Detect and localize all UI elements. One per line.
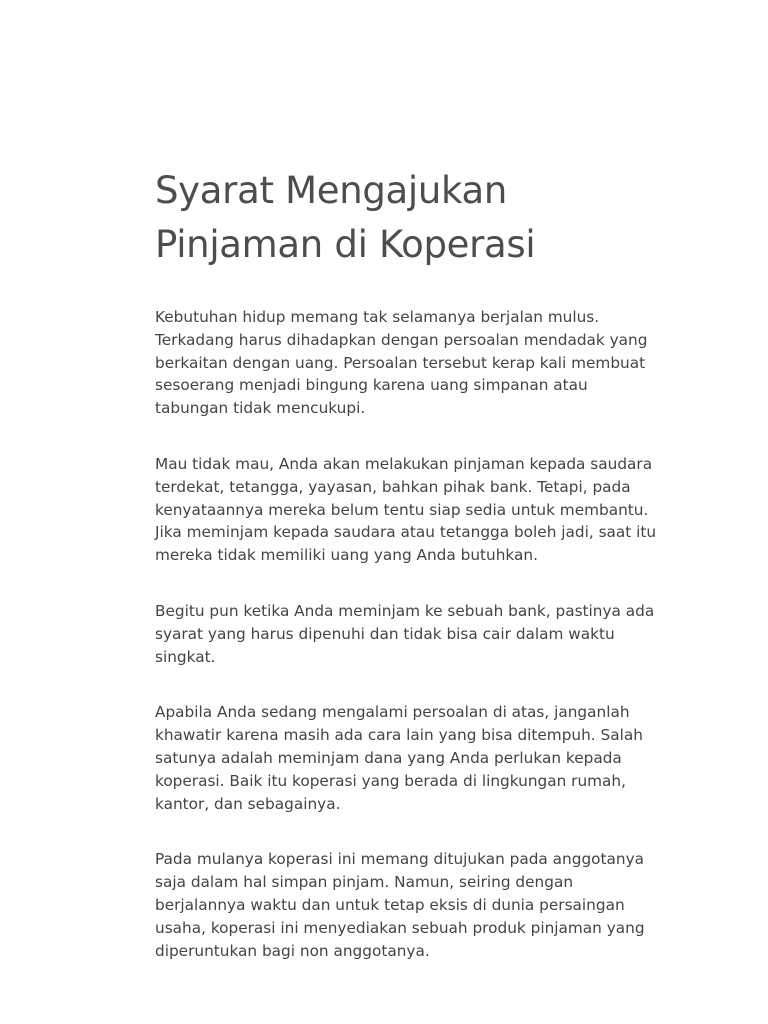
paragraph-line: diperuntukan bagi non anggotanya.	[155, 941, 430, 960]
paragraph-line: kantor, dan sebagainya.	[155, 794, 341, 813]
paragraph-line: berjalannya waktu dan untuk tetap eksis di dunia persaingan	[155, 895, 625, 914]
paragraph-1	[155, 306, 715, 420]
paragraph-line: berkaitan dengan uang. Persoalan tersebut kerap kali membuat	[155, 353, 646, 372]
title-line: Syarat Mengajukan	[155, 169, 508, 212]
paragraph-line: Terkadang harus dihadapkan dengan persoalan mendadak yang	[155, 330, 648, 349]
paragraph-line: Mau tidak mau, Anda akan melakukan pinjaman kepada saudara	[155, 454, 653, 473]
paragraph-line: Begitu pun ketika Anda meminjam ke sebuah bank, pastinya ada	[155, 601, 655, 620]
title-line: Pinjaman di Koperasi	[155, 223, 536, 266]
paragraph-2	[155, 453, 715, 567]
paragraph-line: saja dalam hal simpan pinjam. Namun, seiring dengan	[155, 873, 574, 892]
paragraph-line: Apabila Anda sedang mengalami persoalan di atas, janganlah	[155, 703, 630, 722]
paragraph-3	[155, 600, 715, 668]
paragraph-5	[155, 848, 715, 962]
paragraph-line: usaha, koperasi ini menyediakan sebuah produk pinjaman yang	[155, 918, 645, 937]
paragraph-line: Kebutuhan hidup memang tak selamanya berjalan mulus.	[155, 308, 600, 326]
paragraph-line: kenyataannya mereka belum tentu siap sedia untuk membantu.	[155, 500, 649, 519]
paragraph-line: Pada mulanya koperasi ini memang ditujukan pada anggotanya	[155, 850, 644, 869]
page-title	[155, 164, 715, 272]
document-page	[155, 164, 715, 995]
paragraph-line: mereka tidak memiliki uang yang Anda butuhkan.	[155, 546, 538, 565]
paragraph-line: Jika meminjam kepada saudara atau tetangga boleh jadi, saat itu	[155, 523, 657, 542]
paragraph-line: singkat.	[155, 647, 216, 666]
paragraph-line: sesoerang menjadi bingung karena uang simpanan atau	[155, 376, 588, 395]
paragraph-line: khawatir karena masih ada cara lain yang bisa ditempuh. Salah	[155, 726, 643, 745]
paragraph-4	[155, 701, 715, 815]
paragraph-line: syarat yang harus dipenuhi dan tidak bisa cair dalam waktu	[155, 624, 615, 643]
paragraph-line: tabungan tidak mencukupi.	[155, 399, 366, 418]
paragraph-line: terdekat, tetangga, yayasan, bahkan pihak bank. Tetapi, pada	[155, 477, 631, 496]
paragraph-line: koperasi. Baik itu koperasi yang berada di lingkungan rumah,	[155, 771, 626, 790]
paragraph-line: satunya adalah meminjam dana yang Anda perlukan kepada	[155, 748, 622, 767]
